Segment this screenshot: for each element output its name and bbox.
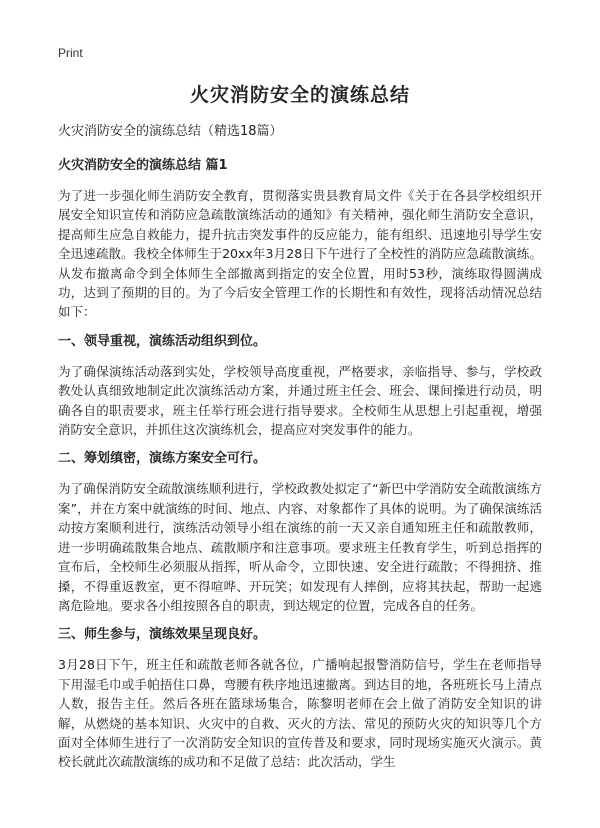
paragraph-1: 为了确保演练活动落到实处，学校领导高度重视，严格要求，亲临指导、参与，学校政教处认真细致地制定此次演练活动方案，并通过班主任会、班会、课间操进行动员，明确各自的职责要求，班主任举行班会进行指导要求。全校师生从思想上引起重视，增强消防安全意识，并抓住这次演练机会，提高应对突发事件的能力。 <box>58 363 542 438</box>
print-link[interactable]: Print <box>58 46 83 60</box>
section-title: 火灾消防安全的演练总结 篇1 <box>58 158 228 173</box>
paragraph-2: 为了确保消防安全疏散演练顺利进行，学校政教处拟定了“新巴中学消防安全疏散演练方案”，并在方案中就演练的时间、地点、内容、对象都作了具体的说明。为了确保演练活动按方案顺利进行，演练活动领导小组在演练的前一天又亲自通知班主任和疏散教师，进一步明确疏散集合地点、疏散顺序和注意事项。要求班主任教育学生，听到总指挥的宣布后，全校师生必须服从指挥，听从命令，立即快速、安全进行疏散；不得拥挤、推搡，不得重返教室，更不得喧哗、开玩笑；如发现有人摔倒，应将其扶起，帮助一起逃离危险地。要求各小组按照各自的职责，到达规定的位置，完成各自的任务。 <box>58 481 542 613</box>
paragraph-intro: 为了进一步强化师生消防安全教育，贯彻落实贵县教育局文件《关于在各县学校组织开展安全知识宣传和消防应急疏散演练活动的通知》有关精神，强化师生消防安全意识，提高师生应急自救能力，提升抗击突发事件的反应能力，能有组织、迅速地引导学生安全迅速疏散。我校全体师生于20xx年3月28日下午进行了全校性的消防应急疏散演练。从发布撤离命令到全体师生全部撤离到指定的安全位置，用时53秒，演练取得圆满成功，达到了预期的目的。为了今后安全管理工作的长期性和有效性，现将活动情况总结如下： <box>58 188 542 320</box>
heading-3: 三、师生参与，演练效果呈现良好。 <box>58 627 267 643</box>
page-title: 火灾消防安全的演练总结 <box>189 84 410 106</box>
article-body <box>58 122 542 782</box>
paragraph-3: 3月28日下午，班主任和疏散老师各就各位，广播响起报警消防信号，学生在老师指导下用湿毛巾或手帕捂住口鼻，弯腰有秩序地迅速撤离。到达目的地，各班班长马上清点人数，报告主任。然后各班在篮球场集合，陈黎明老师在会上做了消防安全知识的讲解，从燃烧的基本知识、火灾中的自救、灭火的方法、常见的预防火灾的知识等几个方面对全体师生进行了一次消防安全知识的宣传普及和要求，同时现场实施灭火演示。黄校长就此次疏散演练的成功和不足做了总结：此次活动，学生 <box>58 657 542 770</box>
heading-2: 二、筹划缜密，演练方案安全可行。 <box>58 451 267 467</box>
heading-1: 一、领导重视，演练活动组织到位。 <box>58 333 267 349</box>
article-subtitle: 火灾消防安全的演练总结（精选18篇） <box>58 124 283 139</box>
